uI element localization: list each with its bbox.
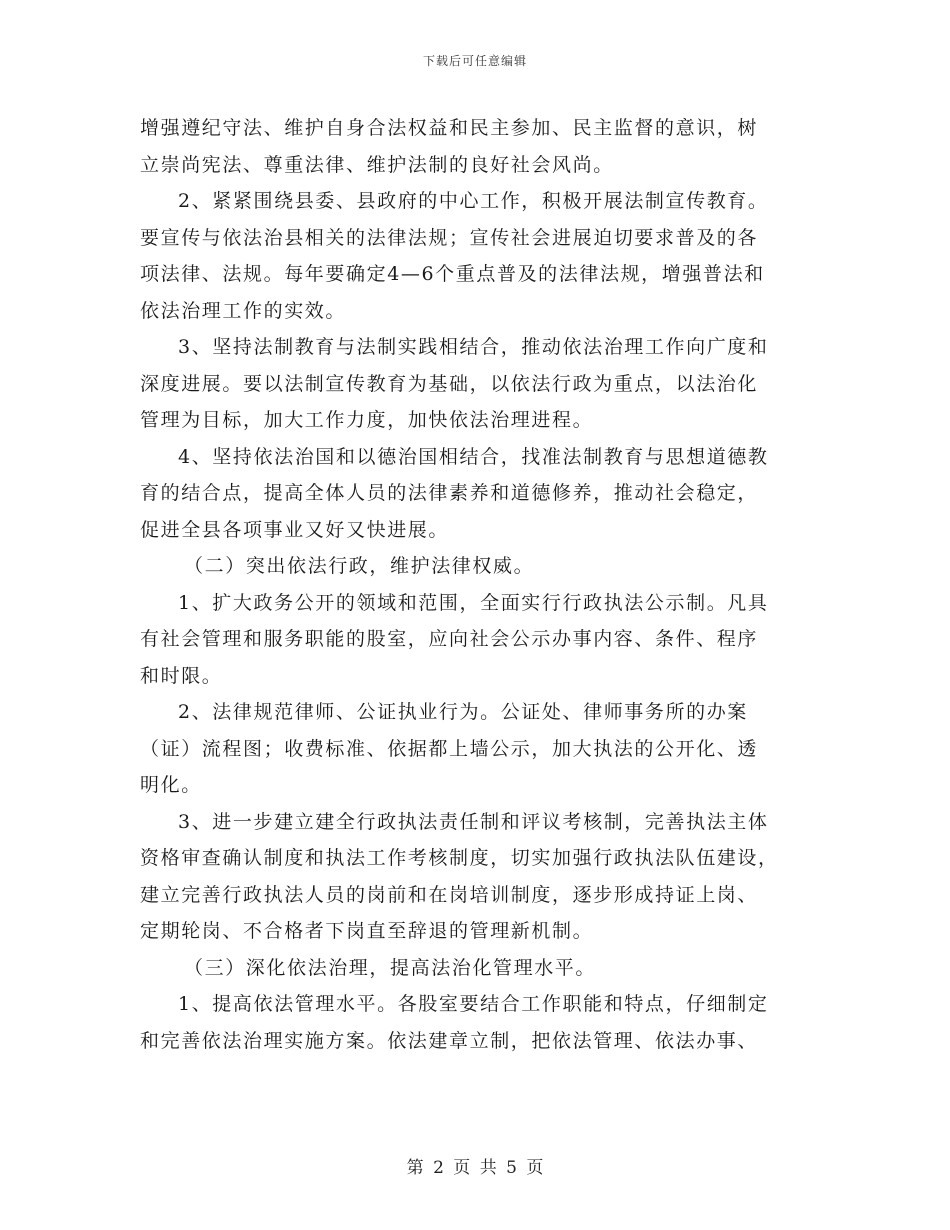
body-line: 3、坚持法制教育与法制实践相结合，推动依法治理工作向广度和: [178, 336, 769, 358]
page-header: 下载后可任意编辑: [422, 54, 527, 68]
body-line: 和时限。: [140, 664, 223, 687]
page-number: 第 2 页 共 5 页: [406, 1158, 544, 1178]
body-line: （证）流程图；收费标准、依据都上墙公示，加大执法的公开化、透: [140, 737, 759, 760]
body-line: 1、提高依法管理水平。各股室要结合工作职能和特点，仔细制定: [178, 993, 769, 1015]
body-line: 增强遵纪守法、维护自身合法权益和民主参加、民主监督的意识，树: [140, 117, 759, 139]
body-line: 有社会管理和服务职能的股室，应向社会公示办事内容、条件、程序: [140, 628, 759, 650]
body-line: 立崇尚宪法、尊重法律、维护法制的良好社会风尚。: [140, 153, 614, 176]
section-heading: （二）突出依法行政，维护法律权威。: [184, 555, 535, 577]
body-line: 促进全县各项事业又好又快进展。: [140, 518, 450, 541]
body-line: 1、扩大政务公开的领域和范围，全面实行行政执法公示制。凡具: [178, 591, 769, 614]
body-line: 定期轮岗、不合格者下岗直至辞退的管理新机制。: [140, 920, 594, 942]
body-line: 深度进展。要以法制宣传教育为基础，以依法行政为重点，以法治化: [140, 372, 759, 395]
body-line: 管理为目标，加大工作力度，加快依法治理进程。: [140, 409, 594, 431]
body-line: 和完善依法治理实施方案。依法建章立制，把依法管理、依法办事、: [140, 1029, 759, 1052]
document-body: [140, 110, 810, 1059]
body-line: 建立完善行政执法人员的岗前和在岗培训制度，逐步形成持证上岗、: [140, 883, 759, 906]
body-line: 2、紧紧围绕县委、县政府的中心工作，积极开展法制宣传教育。: [178, 190, 769, 212]
body-line: 要宣传与依法治县相关的法律法规；宣传社会进展迫切要求普及的各: [140, 226, 759, 249]
body-line: 2、法律规范律师、公证执业行为。公证处、律师事务所的办案: [178, 701, 748, 723]
section-heading: （三）深化依法治理，提高法治化管理水平。: [184, 956, 597, 979]
body-line: 育的结合点，提高全体人员的法律素养和道德修养，推动社会稳定，: [140, 482, 759, 504]
body-line: 项法律、法规。每年要确定4—6个重点普及的法律法规，增强普法和: [140, 263, 765, 285]
body-line: 依法治理工作的实效。: [140, 299, 347, 322]
body-line: 资格审查确认制度和执法工作考核制度，切实加强行政执法队伍建设，: [140, 847, 779, 869]
body-line: 4、坚持依法治国和以德治国相结合，找准法制教育与思想道德教: [178, 445, 769, 468]
body-line: 明化。: [140, 774, 202, 796]
body-line: 3、进一步建立建全行政执法责任制和评议考核制，完善执法主体: [178, 810, 769, 833]
